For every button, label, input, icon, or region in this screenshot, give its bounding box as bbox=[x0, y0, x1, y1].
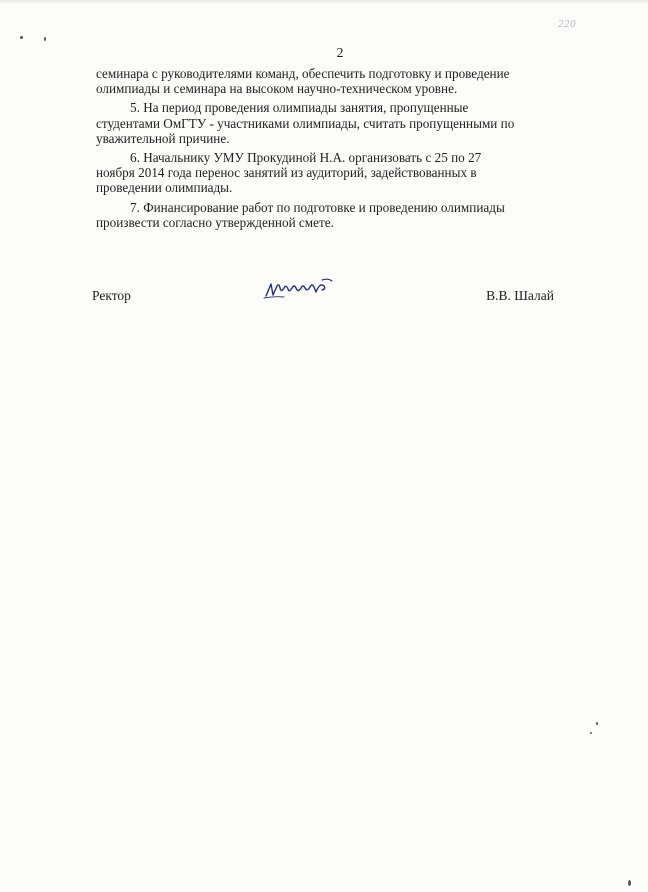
scan-edge bbox=[0, 0, 648, 4]
text-line: проведении олимпиады. bbox=[96, 180, 233, 196]
text-line: ноября 2014 года перенос занятий из аудиторий, задействованных в bbox=[96, 165, 477, 181]
text-line: семинара с руководителями команд, обеспечить подготовку и проведение bbox=[96, 66, 510, 81]
corner-annotation: 220 bbox=[558, 18, 576, 30]
text-line: олимпиады и семинара на высоком научно-техническом уровне. bbox=[96, 81, 458, 97]
text-line: 6. Начальнику УМУ Прокудиной Н.А. организовать с 25 по 27 bbox=[130, 150, 482, 166]
page-number: 2 bbox=[336, 46, 344, 61]
paragraph-item-5 bbox=[96, 100, 576, 146]
scan-speck bbox=[20, 36, 23, 39]
scan-speck bbox=[628, 880, 631, 886]
signature-block bbox=[92, 282, 562, 312]
handwritten-signature-icon bbox=[262, 276, 342, 302]
text-line: произвести согласно утвержденной смете. bbox=[96, 214, 334, 230]
text-line: студентами ОмГТУ - участниками олимпиады, считать пропущенными по bbox=[96, 115, 515, 131]
scan-speck bbox=[590, 732, 592, 734]
signer-name: В.В. Шалай bbox=[486, 288, 554, 303]
text-line: 7. Финансирование работ по подготовке и проведению олимпиады bbox=[130, 199, 505, 215]
scan-speck bbox=[44, 37, 46, 41]
position-label: Ректор bbox=[92, 288, 131, 303]
order-body-text bbox=[96, 66, 576, 230]
paragraph-item-6 bbox=[96, 150, 576, 196]
text-line: 5. На период проведения олимпиады занятия, пропущенные bbox=[130, 100, 469, 116]
paragraph-continuation bbox=[96, 66, 576, 96]
scan-speck bbox=[596, 722, 598, 725]
paragraph-item-7 bbox=[96, 200, 576, 230]
text-line: уважительной причине. bbox=[96, 130, 230, 146]
